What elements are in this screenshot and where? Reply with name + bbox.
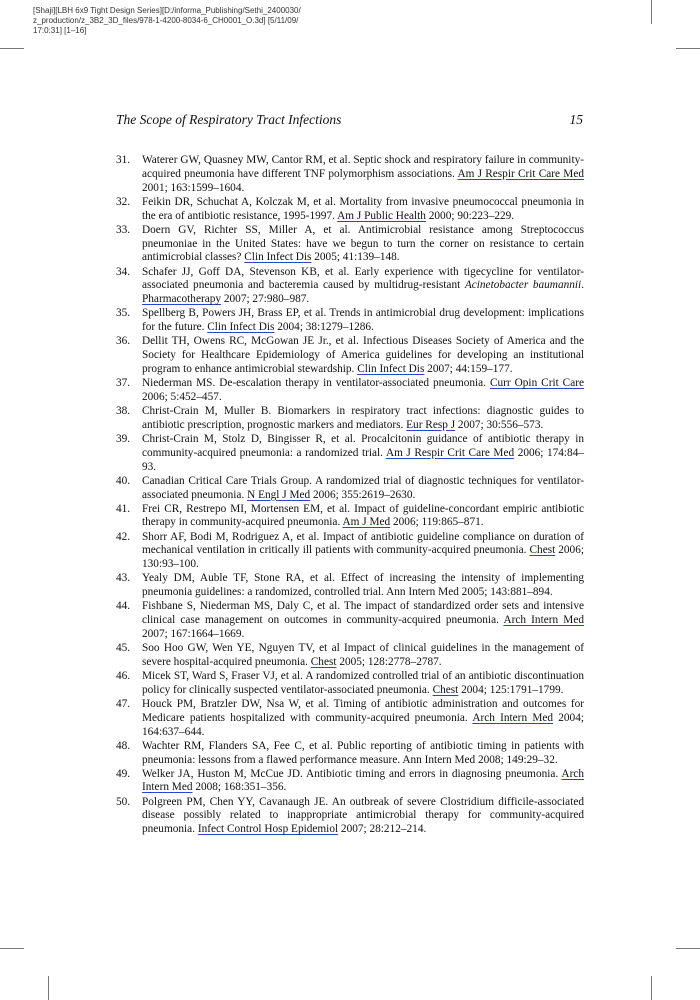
reference-item	[116, 600, 584, 642]
reference-item	[116, 335, 584, 377]
reference-item	[116, 266, 584, 308]
reference-list	[116, 154, 584, 837]
reference-number: 50.	[116, 795, 131, 808]
reference-number: 45.	[116, 642, 131, 655]
reference-number: 32.	[116, 195, 131, 208]
reference-item	[116, 768, 584, 796]
reference-citation: 2004; 164:637–644.	[142, 711, 584, 738]
reference-item	[116, 642, 584, 670]
journal-link[interactable]: Clin Infect Dis	[357, 362, 425, 375]
slug-line: z_production/z_3B2_3D_files/978-1-4200-8034-6_CH0001_O.3d] [5/11/09/	[33, 16, 299, 25]
reference-text: Dellit TH, Owens RC, McGowan JE Jr., et al. Infectious Diseases Society of America and the Society for Healthcare Epidemiology of America guidelines for developing an institutional program to enhance antimicrobial stewardship.	[142, 335, 584, 375]
reference-item	[116, 196, 584, 224]
reference-number: 40.	[116, 474, 131, 487]
reference-citation: 2007; 30:556–573.	[455, 418, 544, 431]
reference-text: Welker JA, Huston M, McCue JD. Antibiotic timing and errors in diagnosing pneumonia.	[142, 767, 562, 780]
reference-citation: 2006; 174:84–93.	[142, 446, 585, 473]
reference-text: Feikin DR, Schuchat A, Kolczak M, et al. Mortality from invasive pneumococcal pneumonia in the era of antibiotic resistance, 1995-1997.	[142, 195, 584, 222]
reference-number: 43.	[116, 572, 131, 585]
reference-item	[116, 154, 584, 196]
reference-item	[116, 307, 584, 335]
reference-text: Doern GV, Richter SS, Miller A, et al. Antimicrobial resistance among Streptococcus pneumoniae in the United States: have we begun to turn the corner on resistance to certain antimicrobial classes?	[142, 223, 584, 264]
reference-item	[116, 503, 584, 531]
reference-text: Schafer JJ, Goff DA, Stevenson KB, et al. Early experience with tigecycline for ventilator-associated pneumonia and bacteremia caused by multidrug-resistant	[142, 265, 584, 292]
reference-number: 31.	[116, 154, 131, 166]
reference-text: Waterer GW, Quasney MW, Cantor RM, et al. Septic shock and respiratory failure in community-acquired pneumonia have different TNF polymorphism associations.	[142, 154, 584, 180]
reference-number: 39.	[116, 432, 131, 445]
reference-text: Christ-Crain M, Stolz D, Bingisser R, et al. Procalcitonin guidance of antibiotic therapy in community-acquired pneumonia: a randomized trial.	[142, 432, 584, 459]
reference-item	[116, 475, 584, 503]
reference-item	[116, 572, 584, 600]
journal-link[interactable]: Eur Resp J	[406, 418, 456, 431]
reference-text: Niederman MS. De-escalation therapy in ventilator-associated pneumonia.	[142, 377, 490, 389]
reference-citation: 2005; 41:139–148.	[311, 251, 400, 264]
crop-mark	[0, 48, 24, 49]
reference-citation: 2008; 168:351–356.	[192, 781, 287, 794]
reference-text: Micek ST, Ward S, Fraser VJ, et al. A randomized controlled trial of an antibiotic discontinuation policy for clinically suspected ventilator-associated pneumonia.	[142, 669, 584, 696]
reference-text: Houck PM, Bratzler DW, Nsa W, et al. Timing of antibiotic administration and outcomes for Medicare patients hospitalized with community-acquired pneumonia.	[142, 697, 584, 724]
reference-citation: 2001; 163:1599–1604.	[142, 181, 245, 194]
journal-link[interactable]: N Engl J Med	[247, 488, 311, 501]
reference-number: 44.	[116, 600, 131, 613]
running-header-title: The Scope of Respiratory Tract Infections	[116, 112, 342, 127]
crop-mark	[676, 48, 700, 49]
reference-citation: 2006; 130:93–100.	[142, 544, 584, 571]
journal-link[interactable]: Chest	[310, 655, 337, 668]
journal-link[interactable]: Arch Intern Med	[503, 614, 584, 627]
reference-text: Spellberg B, Powers JH, Brass EP, et al. Trends in antimicrobial drug development: implications for the future.	[142, 307, 584, 334]
reference-number: 41.	[116, 502, 131, 515]
reference-item	[116, 670, 584, 698]
reference-text: Shorr AF, Bodi M, Rodriguez A, et al. Impact of antibiotic guideline compliance on duration of mechanical ventilation in critically ill patients with community-acquired pneumonia.	[142, 530, 584, 557]
reference-citation: 2005; 128:2778–2787.	[336, 655, 442, 668]
journal-link[interactable]: Arch Intern Med	[142, 767, 584, 794]
reference-number: 35.	[116, 307, 131, 320]
journal-link[interactable]: Pharmacotherapy	[142, 293, 222, 306]
reference-item	[116, 224, 584, 266]
crop-mark	[48, 976, 49, 1000]
reference-text: Yealy DM, Auble TF, Stone RA, et al. Effect of increasing the intensity of implementing pneumonia guidelines: a randomized, controlled trial. Ann Intern Med 2005; 143:881–894.	[142, 572, 584, 599]
reference-number: 42.	[116, 530, 131, 543]
reference-text: Wachter RM, Flanders SA, Fee C, et al. Public reporting of antibiotic timing in patients with pneumonia: lessons from a flawed performance measure. Ann Intern Med 2008; 149:29–32.	[142, 739, 584, 766]
reference-number: 37.	[116, 377, 131, 389]
reference-citation: 2007; 27:980–987.	[221, 293, 310, 306]
journal-link[interactable]: Arch Intern Med	[472, 711, 554, 724]
reference-text: Christ-Crain M, Muller B. Biomarkers in respiratory tract infections: diagnostic guides to antibiotic prescription, prognostic markers and mediators.	[142, 404, 584, 431]
reference-number: 34.	[116, 265, 131, 278]
reference-number: 49.	[116, 767, 131, 780]
crop-mark	[0, 948, 24, 949]
journal-link[interactable]: Am J Med	[342, 516, 391, 529]
reference-item	[116, 433, 584, 475]
reference-citation: 2007; 167:1664–1669.	[142, 627, 245, 640]
reference-text: Frei CR, Restrepo MI, Mortensen EM, et al. Impact of guideline-concordant empiric antibiotic therapy in community-acquired pneumonia.	[142, 502, 584, 529]
journal-link[interactable]: Chest	[432, 683, 459, 696]
reference-item	[116, 531, 584, 573]
reference-citation: 2007; 44:159–177.	[424, 362, 513, 375]
reference-text: Fishbane S, Niederman MS, Daly C, et al. The impact of standardized order sets and intensive clinical case management on outcomes in community-acquired pneumonia.	[142, 600, 584, 627]
journal-link[interactable]: Chest	[529, 544, 556, 557]
reference-text: Soo Hoo GW, Wen YE, Nguyen TV, et al Impact of clinical guidelines in the management of severe hospital-acquired pneumonia.	[142, 642, 584, 668]
reference-number: 48.	[116, 739, 131, 752]
reference-number: 47.	[116, 697, 131, 710]
file-slug	[33, 6, 393, 36]
journal-link[interactable]: Infect Control Hosp Epidemiol	[197, 823, 339, 836]
crop-mark	[651, 976, 652, 1000]
reference-text: Canadian Critical Care Trials Group. A randomized trial of diagnostic techniques for ventilator-associated pneumonia.	[142, 474, 584, 501]
journal-link[interactable]: Am J Respir Crit Care Med	[457, 167, 584, 180]
reference-number: 36.	[116, 335, 131, 348]
reference-number: 38.	[116, 404, 131, 417]
reference-citation: 2007; 28:212–214.	[338, 823, 427, 836]
journal-link[interactable]: Am J Respir Crit Care Med	[385, 446, 515, 459]
journal-link[interactable]: Curr Opin Crit Care	[489, 377, 584, 389]
reference-citation: 2006; 355:2619–2630.	[310, 488, 416, 501]
reference-citation: 2004; 38:1279–1286.	[274, 321, 374, 334]
reference-citation: 2006; 119:865–871.	[390, 516, 484, 529]
reference-item	[116, 796, 584, 838]
reference-item	[116, 377, 584, 405]
page-number: 15	[569, 112, 583, 127]
reference-number: 46.	[116, 669, 131, 682]
reference-item	[116, 405, 584, 433]
reference-citation: 2000; 90:223–229.	[425, 209, 515, 222]
journal-link[interactable]: Clin Infect Dis	[207, 321, 275, 334]
reference-citation: 2006; 5:452–457.	[142, 390, 222, 403]
journal-link[interactable]: Am J Public Health	[337, 209, 426, 222]
reference-item	[116, 740, 584, 768]
reference-item	[116, 698, 584, 740]
slug-line: 17:0:31] [1–16]	[33, 26, 87, 35]
reference-text: .	[581, 279, 585, 292]
reference-citation: 2004; 125:1791–1799.	[458, 683, 564, 696]
crop-mark	[676, 948, 700, 949]
species-name: Acinetobacter baumannii	[464, 279, 582, 292]
crop-mark	[651, 0, 652, 24]
slug-line: [Shaji][LBH 6x9 Tight Design Series][D:/informa_Publishing/Sethi_2400030/	[33, 6, 301, 15]
reference-number: 33.	[116, 223, 131, 236]
journal-link[interactable]: Clin Infect Dis	[244, 251, 312, 264]
reference-text: Polgreen PM, Chen YY, Cavanaugh JE. An outbreak of severe Clostridium difficile-associated disease possibly related to inappropriate antimicrobial therapy for community-acquired pneumonia.	[142, 795, 584, 836]
